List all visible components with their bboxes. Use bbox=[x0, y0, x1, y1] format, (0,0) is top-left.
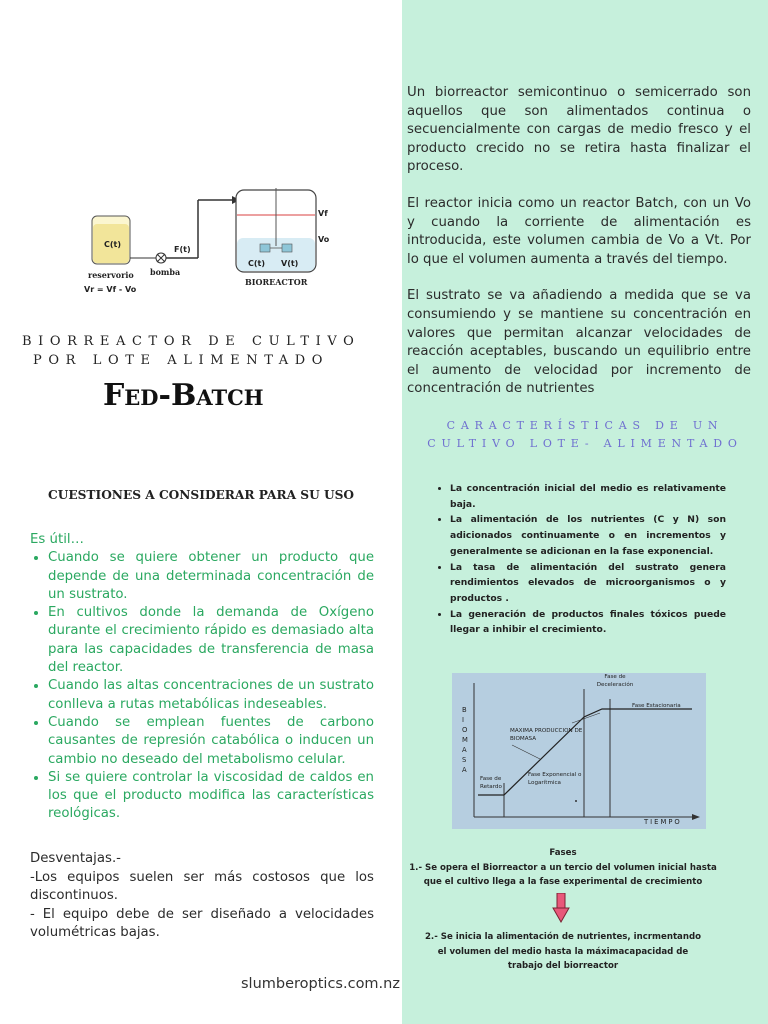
list-item: • En cultivos donde la demanda de Oxígeno durante el crecimiento rápido es demasiado alta para las capacidades de transferencia de masa del reactor. bbox=[48, 604, 374, 677]
considerations-list bbox=[30, 549, 374, 823]
bioreactor-diagram bbox=[80, 188, 340, 300]
intro-paragraph-1: Un biorreactor semicontinuo o semicerrado son aquellos que son alimentados continua o secuencialmente con cargas de medio fresco y el producto crecido no se retira hasta finalizar el proceso. bbox=[407, 85, 751, 175]
phase-decel-label: Fase de Deceleración bbox=[596, 674, 634, 688]
phase-lag-label: Fase de Retardo bbox=[480, 776, 502, 790]
intro-section bbox=[407, 84, 751, 399]
phase-exp-label: Fase Exponencial o Logarítmica bbox=[528, 772, 582, 786]
max-production-label: MAXIMA PRODUCCION DE BIOMASA bbox=[510, 728, 583, 742]
phase-stationary-label: Fase Estacionaria bbox=[632, 703, 681, 709]
characteristics-title-line-2: CULTIVO LOTE- ALIMENTADO bbox=[427, 437, 743, 450]
pump-caption: bomba bbox=[150, 267, 181, 277]
reservoir-ct-label: C(t) bbox=[104, 240, 122, 249]
reactor-ct-label: C(t) bbox=[248, 259, 266, 268]
considerations-intro: Es útil… bbox=[30, 532, 84, 547]
characteristics-section bbox=[430, 481, 726, 638]
characteristics-title-line-1: CARACTERÍSTICAS DE UN bbox=[446, 419, 724, 432]
flow-label: F(t) bbox=[174, 245, 191, 254]
reactor-vt-label: V(t) bbox=[281, 259, 299, 268]
x-axis-label: TIEMPO bbox=[644, 818, 682, 826]
considerations-section bbox=[30, 531, 374, 824]
characteristics-title bbox=[404, 417, 766, 453]
growth-curve-figure bbox=[452, 673, 706, 829]
phase-step-1: 1.- Se opera el Biorreactor a un tercio del volumen inicial hasta que el cultivo llega a la fase experimental de crecimiento bbox=[409, 862, 717, 887]
page-title: Fed-Batch bbox=[103, 378, 264, 413]
intro-paragraph-2: El reactor inicia como un reactor Batch, con un Vo y cuando la corriente de alimentación es introducida, este volumen cambia de Vo a Vt. Por lo que el volumen aumenta a través del tiempo. bbox=[407, 195, 751, 267]
subtitle-line-1: BIORREACTOR DE CULTIVO bbox=[22, 334, 361, 349]
disadvantages-section bbox=[30, 850, 374, 943]
phase-step-2-wrap bbox=[420, 930, 706, 974]
list-item: • La generación de productos finales tóxicos puede llegar a inhibir el crecimiento. bbox=[450, 607, 726, 638]
list-item: • Cuando se quiere obtener un producto que depende de una determinada concentración de un sustrato. bbox=[48, 549, 374, 604]
volume-equation: Vr = Vf - Vo bbox=[84, 285, 137, 294]
intro-paragraph-3: El sustrato se va añadiendo a medida que se va consumiendo y se mantiene su concentración en valores que permitan alcanzar velocidades de reacción aceptables, buscando un equilibrio entre el aumento de velocidad por incremento de concentración de nutrientes bbox=[407, 288, 751, 397]
phases-section bbox=[404, 846, 722, 890]
reactor-caption: BIOREACTOR bbox=[245, 277, 308, 287]
vo-label: Vo bbox=[318, 235, 330, 244]
subtitle-line-2: POR LOTE ALIMENTADO bbox=[33, 353, 330, 368]
disadvantages-heading: Desventajas.- bbox=[30, 851, 121, 866]
vf-label: Vf bbox=[318, 209, 328, 218]
disadvantage-2: - El equipo debe de ser diseñado a velocidades volumétricas bajas. bbox=[30, 906, 374, 941]
list-item: • Cuando se emplean fuentes de carbono causantes de represión catabólica o inducen un cambio no deseado del metabolismo celular. bbox=[48, 714, 374, 769]
footer-site: slumberoptics.com.nz bbox=[241, 976, 400, 992]
list-item: • Cuando las altas concentraciones de un sustrato conlleva a rutas metabólicas indeseables. bbox=[48, 677, 374, 714]
phase-step-2: 2.- Se inicia la alimentación de nutrientes, incrmentando el volumen del medio hasta la máximacapacidad de trabajo del biorreactor bbox=[424, 932, 702, 971]
reservoir-caption: reservorio bbox=[88, 270, 134, 280]
list-item: • La alimentación de los nutrientes (C y N) son adicionados continuamente o en incrementos y generalmente se adicionan en la fase exponencial. bbox=[450, 512, 726, 559]
list-item: • La tasa de alimentación del sustrato genera rendimientos elevados de microorganismos o y productos . bbox=[450, 560, 726, 607]
list-item: • La concentración inicial del medio es relativamente baja. bbox=[450, 481, 726, 512]
characteristics-list bbox=[430, 481, 726, 638]
y-axis-label: BIOMASA bbox=[462, 706, 468, 774]
down-arrow-icon bbox=[552, 893, 570, 923]
disadvantage-1: -Los equipos suelen ser más costosos que los discontinuos. bbox=[30, 869, 374, 904]
considerations-heading: CUESTIONES A CONSIDERAR PARA SU USO bbox=[48, 488, 355, 502]
phases-heading: Fases bbox=[549, 848, 577, 858]
list-item: • Si se quiere controlar la viscosidad de caldos en los que el producto modifica las características reológicas. bbox=[48, 769, 374, 824]
